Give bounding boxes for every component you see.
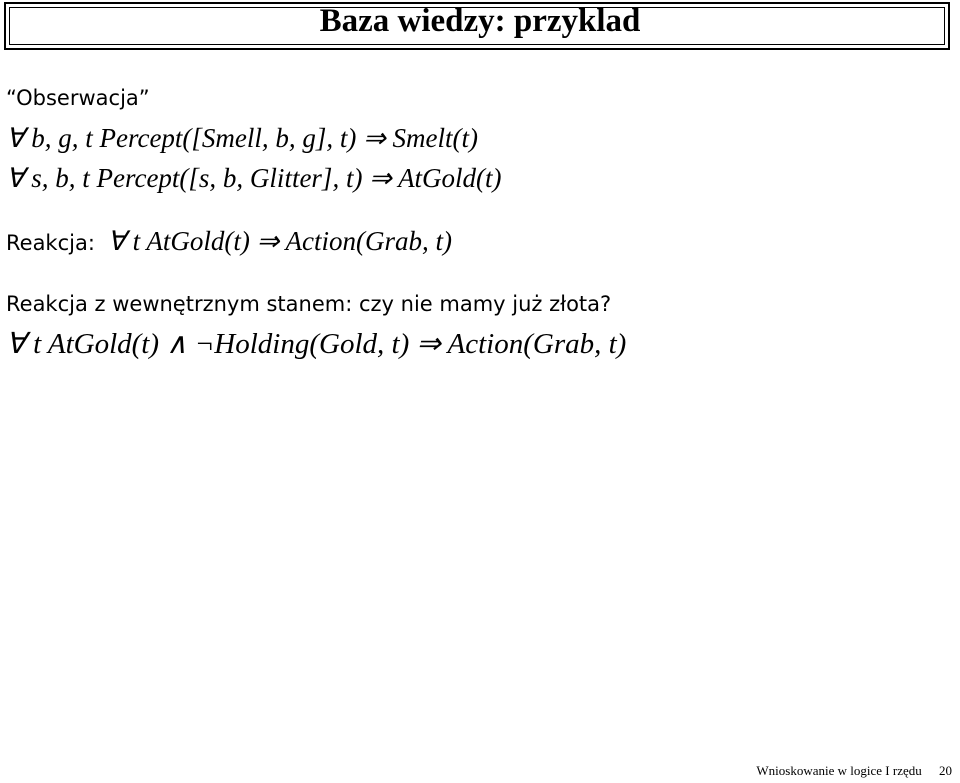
rule-atgold: ∀ s, b, t Percept([s, b, Glitter], t) ⇒ AtGold(t) (6, 163, 502, 193)
footer-text: Wnioskowanie w logice I rzędu (756, 763, 922, 778)
slide-footer (756, 763, 952, 779)
reaction-formula: ∀ t AtGold(t) ⇒ Action(Grab, t) (107, 226, 452, 256)
observation-label: “Obserwacja” (6, 86, 150, 110)
page-number: 20 (939, 763, 952, 778)
rule-smelt: ∀ b, g, t Percept([Smell, b, g], t) ⇒ Smelt(t) (6, 123, 478, 153)
internal-state-formula: ∀ t AtGold(t) ∧ ¬Holding(Gold, t) ⇒ Action(Grab, t) (6, 328, 627, 360)
internal-state-label: Reakcja z wewnętrznym stanem: czy nie mamy już złota? (6, 292, 612, 316)
page-title: Baza wiedzy: przyklad (319, 3, 641, 39)
reaction-line (6, 226, 452, 257)
reaction-label: Reakcja: (6, 231, 95, 255)
